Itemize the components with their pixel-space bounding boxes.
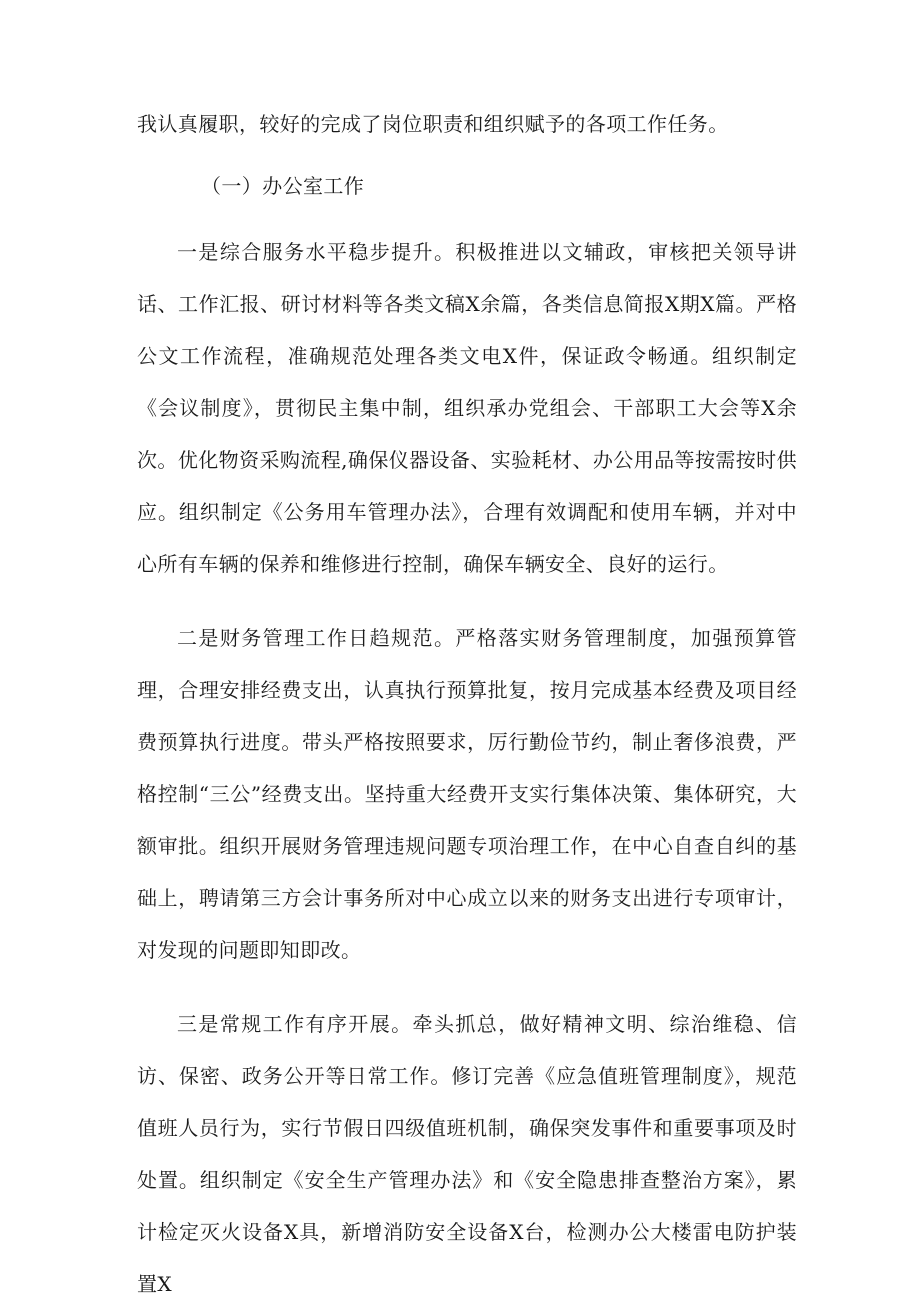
- lead-line: 我认真履职，较好的完成了岗位职责和组织赋予的各项工作任务。: [137, 112, 729, 136]
- paragraph-comprehensive-service: 一是综合服务水平稳步提升。积极推进以文辅政，审核把关领导讲话、工作汇报、研讨材料等各类文稿X余篇，各类信息简报X期X篇。严格公文工作流程，准确规范处理各类文电X件，保证政令畅通。组织制定《会议制度》，贯彻民主集中制，组织承办党组会、干部职工大会等X余次。优化物资采购流程,确保仪器设备、实验耗材、办公用品等按需按时供应。组织制定《公务用车管理办法》，合理有效调配和使用车辆，并对中心所有车辆的保养和维修进行控制，确保车辆安全、良好的运行。: [137, 240, 797, 576]
- paragraph-routine-work: 三是常规工作有序开展。牵头抓总，做好精神文明、综治维稳、信访、保密、政务公开等日常工作。修订完善《应急值班管理制度》，规范值班人员行为，实行节假日四级值班机制，确保突发事件和重要事项及时处置。组织制定《安全生产管理办法》和《安全隐患排查整治方案》，累计检定灭火设备X具，新增消防安全设备X台，检测办公大楼雷电防护装置X: [137, 1012, 797, 1296]
- document-body: [137, 98, 797, 1310]
- section-heading: （一）办公室工作: [201, 174, 365, 198]
- paragraph-financial-management: 二是财务管理工作日趋规范。严格落实财务管理制度，加强预算管理，合理安排经费支出，认真执行预算批复，按月完成基本经费及项目经费预算执行进度。带头严格按照要求，厉行勤俭节约，制止奢侈浪费，严格控制“三公”经费支出。坚持重大经费开支实行集体决策、集体研究，大额审批。组织开展财务管理违规问题专项治理工作，在中心自查自纠的基础上，聘请第三方会计事务所对中心成立以来的财务支出进行专项审计，对发现的问题即知即改。: [137, 626, 797, 962]
